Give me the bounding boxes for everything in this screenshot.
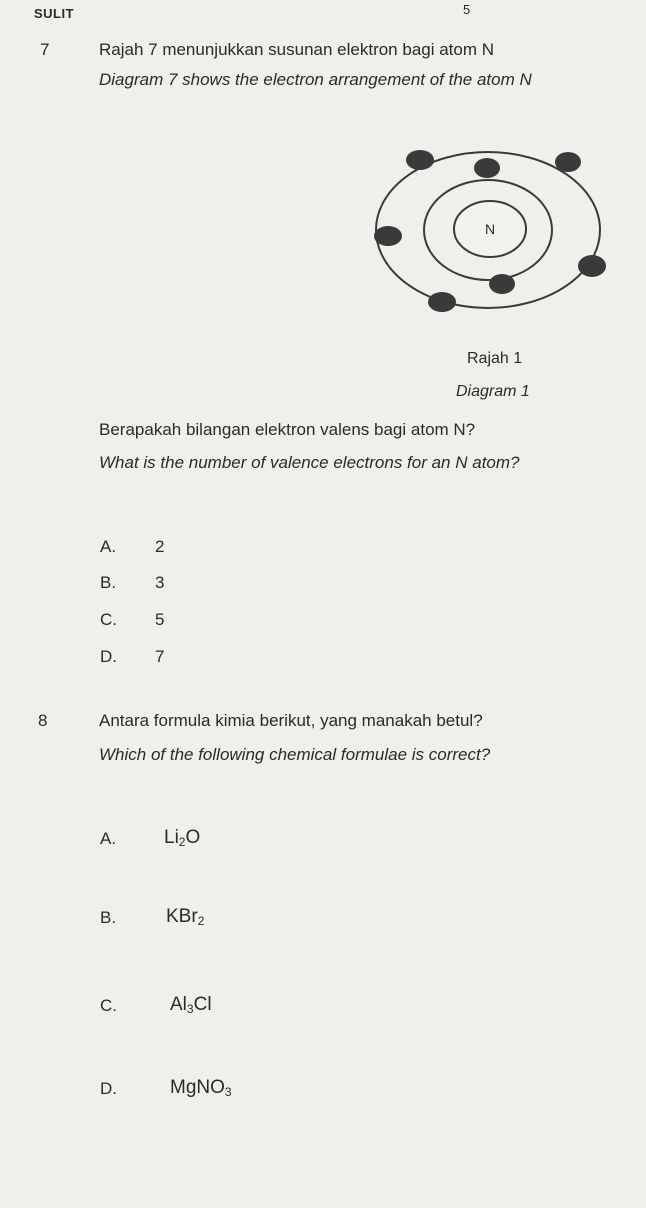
electron — [474, 158, 500, 178]
electron — [578, 255, 606, 277]
electron-arrangement-diagram — [370, 138, 610, 318]
option-letter: D. — [100, 647, 117, 666]
option-value: 5 — [155, 610, 165, 629]
q7-number: 7 — [40, 40, 50, 59]
electron — [489, 274, 515, 294]
electron — [374, 226, 402, 246]
q7-option-a[interactable] — [100, 537, 165, 557]
q8-number: 8 — [38, 711, 48, 730]
page-number: 5 — [463, 2, 471, 17]
q8-text-ms: Antara formula kimia berikut, yang manakah betul? — [99, 711, 483, 730]
electron — [428, 292, 456, 312]
diagram-caption-en: Diagram 1 — [456, 383, 530, 400]
q8-text-en: Which of the following chemical formulae is correct? — [99, 745, 491, 764]
electron — [555, 152, 581, 172]
q7-option-d[interactable] — [100, 647, 165, 667]
q8-option-c[interactable] — [100, 994, 212, 1016]
diagram-caption-ms: Rajah 1 — [467, 350, 523, 367]
chemical-formula: $Al_3Cl$ — [170, 994, 212, 1016]
option-letter: C. — [100, 610, 117, 629]
q7-question-en: What is the number of valence electrons for an N atom? — [99, 453, 520, 472]
option-letter: D. — [100, 1079, 117, 1098]
option-letter: A. — [100, 829, 117, 848]
q7-text-ms: Rajah 7 menunjukkan susunan elektron bagi atom N — [99, 40, 495, 59]
option-letter: B. — [100, 908, 117, 927]
q7-option-b[interactable] — [100, 573, 165, 593]
nucleus-label: N — [484, 221, 496, 237]
q8-option-b[interactable] — [100, 906, 205, 928]
option-letter: A. — [100, 537, 117, 556]
chemical-formula: KBr$_2$ — [166, 906, 205, 928]
electron — [406, 150, 434, 170]
q7-text-en: Diagram 7 shows the electron arrangement of the atom N — [99, 70, 532, 89]
option-value: 2 — [155, 537, 165, 556]
q7-question-ms: Berapakah bilangan elektron valens bagi atom N? — [99, 420, 476, 439]
chemical-formula: $Li_2O$ — [164, 827, 201, 849]
q8-option-a[interactable] — [100, 827, 201, 849]
chemical-formula: MgNO$_3$ — [170, 1077, 232, 1099]
q8-option-d[interactable] — [100, 1077, 232, 1099]
header-label: SULIT — [34, 6, 75, 21]
option-value: 3 — [155, 573, 165, 592]
option-letter: B. — [100, 573, 117, 592]
option-letter: C. — [100, 996, 117, 1015]
q7-option-c[interactable] — [100, 610, 165, 630]
option-value: 7 — [155, 647, 165, 666]
